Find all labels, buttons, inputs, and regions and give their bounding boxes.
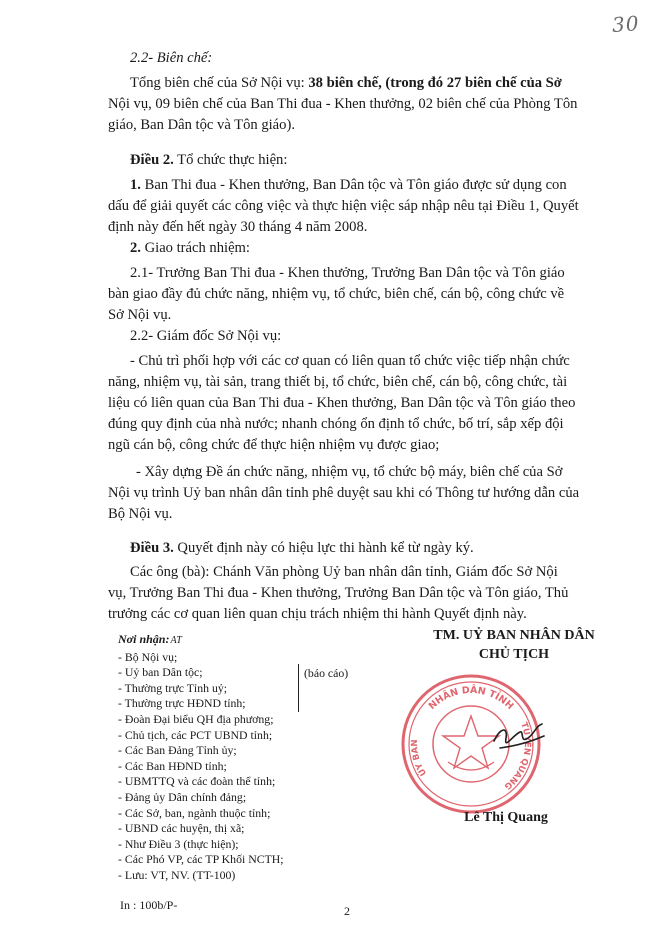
signature-position-line: CHỦ TỊCH: [478, 647, 550, 662]
recipient-item: - Đoàn Đại biểu QH địa phương;: [118, 711, 274, 726]
article-2-item-2-title: 2. Giao trách nhiệm:: [130, 240, 250, 256]
article-2-sub-1-line-3: Sở Nội vụ.: [108, 307, 172, 323]
recipient-item: - Thường trực HĐND tỉnh;: [118, 696, 246, 711]
article-3-para-line-3: trưởng các cơ quan liên quan chịu trách nhiệm thi hành Quyết định này.: [108, 606, 527, 622]
page-number: 2: [344, 904, 350, 918]
recipient-item: - Bộ Nội vụ;: [118, 649, 178, 664]
recipient-item: - Các Ban HĐND tỉnh;: [118, 758, 227, 773]
recipient-item: - UBMTTQ và các đoàn thể tỉnh;: [118, 774, 276, 789]
recipients-initials-mark: AT: [170, 635, 182, 646]
article-2-sub-2-bullet-1-line-2: năng, nhiệm vụ, tài sản, trang thiết bị, tổ chức, biên chế, cán bộ, công chức, tài: [108, 374, 568, 390]
recipient-item: - Các Sở, ban, ngành thuộc tỉnh;: [118, 805, 271, 820]
article-2-sub-1-line-2: bàn giao đầy đủ chức năng, nhiệm vụ, tổ chức, biên chế, cán bộ, công chức về: [108, 286, 565, 302]
svg-text:NHÂN DÂN TỈNH: [427, 684, 516, 712]
signature-org-line: TM. UỶ BAN NHÂN DÂN: [433, 628, 595, 643]
recipient-item: - Các Phó VP, các TP Khối NCTH;: [118, 852, 284, 867]
article-3-para-line-1: Các ông (bà): Chánh Văn phòng Uỷ ban nhân dân tỉnh, Giám đốc Sở Nội: [130, 564, 558, 580]
article-2-item-1-line-2: dấu để giải quyết các công việc và thực hiện việc sáp nhập nêu tại Điều 1, Quyết: [108, 198, 579, 214]
handwritten-page-number: 30: [611, 11, 641, 37]
signer-name: Lê Thị Quang: [464, 810, 548, 825]
article-2-sub-2-bullet-2-line-2: Nội vụ trình Uỷ ban nhân dân tỉnh phê duyệt sau khi có Thông tư hướng dẫn của: [108, 485, 580, 501]
article-2-sub-1-line-1: 2.1- Trưởng Ban Thi đua - Khen thưởng, Trưởng Ban Dân tộc và Tôn giáo: [130, 265, 565, 281]
recipient-item: - Đảng ủy Dân chính đảng;: [118, 789, 247, 804]
recipient-item: - Lưu: VT, NV. (TT-100): [118, 867, 236, 882]
staffing-line-2: Nội vụ, 09 biên chế của Ban Thi đua - Khen thưởng, 02 biên chế của Phòng Tôn: [108, 96, 578, 112]
recipient-item: - Các Ban Đảng Tỉnh ủy;: [118, 743, 237, 758]
article-2-sub-2-bullet-2-line-3: Bộ Nội vụ.: [108, 506, 173, 522]
handwritten-signature: [494, 724, 544, 748]
print-count-note: In : 100b/P-: [120, 898, 178, 912]
stamp-text-top: NHÂN DÂN TỈNH: [426, 684, 516, 713]
stamp-text-left: ỦY BAN: [410, 739, 430, 778]
article-2-sub-2-bullet-1-line-1: - Chủ trì phối hợp với các cơ quan có liên quan tổ chức việc tiếp nhận chức: [130, 353, 570, 369]
article-2-item-1-line-1: 1. Ban Thi đua - Khen thưởng, Ban Dân tộc và Tôn giáo được sử dụng con: [130, 177, 567, 193]
recipient-item: - UBND các huyện, thị xã;: [118, 821, 245, 836]
staffing-line-3: giáo, Ban Dân tộc và Tôn giáo).: [108, 117, 295, 133]
article-3-para-line-2: vụ, Trưởng Ban Thi đua - Khen thưởng, Trưởng Ban Dân tộc và Tôn giáo, Thủ: [108, 585, 569, 601]
article-2-heading: Điều 2. Tổ chức thực hiện:: [130, 152, 288, 168]
article-2-sub-2-title: 2.2- Giám đốc Sở Nội vụ:: [130, 328, 282, 344]
stamp-text-right: TUYÊN QUANG: [501, 721, 532, 792]
recipients-title: Nơi nhận:AT: [118, 632, 182, 646]
signature-block-title: [414, 626, 614, 664]
svg-text:ỦY BAN: [410, 739, 429, 779]
article-2-sub-2-bullet-2-line-1: - Xây dựng Đề án chức năng, nhiệm vụ, tổ chức bộ máy, biên chế của Sở: [136, 464, 563, 480]
recipient-item: - Chủ tịch, các PCT UBND tỉnh;: [118, 727, 273, 742]
recipient-item: - Như Điều 3 (thực hiện);: [118, 836, 239, 851]
article-2-sub-2-bullet-1-line-3: liệu có liên quan của Ban Thi đua - Khen thưởng, Ban Dân tộc và Tôn giáo theo: [108, 395, 576, 411]
article-2-sub-2-bullet-1-line-4: đúng quy định của nhà nước; nhanh chóng ổn định tổ chức, bố trí, sắp xếp đội: [108, 416, 564, 432]
report-bracket-line: [298, 664, 299, 712]
staffing-line-1: Tổng biên chế của Sở Nội vụ: 38 biên chế, (trong đó 27 biên chế của Sở: [130, 75, 562, 91]
section-heading-staffing: 2.2- Biên chế:: [130, 50, 213, 66]
article-2-item-1-line-3: định này đến hết ngày 30 tháng 4 năm 2008.: [108, 219, 368, 235]
recipient-item: - Thường trực Tỉnh uỷ;: [118, 680, 228, 695]
article-3-heading: Điều 3. Quyết định này có hiệu lực thi hành kể từ ngày ký.: [130, 540, 474, 556]
report-bracket-note: (báo cáo): [304, 666, 349, 680]
article-2-sub-2-bullet-1-line-5: ngũ cán bộ, công chức để thực hiện nhiệm vụ được giao;: [108, 437, 440, 453]
official-seal-stamp: [396, 666, 546, 816]
recipient-item: - Uỷ ban Dân tộc;: [118, 665, 203, 680]
